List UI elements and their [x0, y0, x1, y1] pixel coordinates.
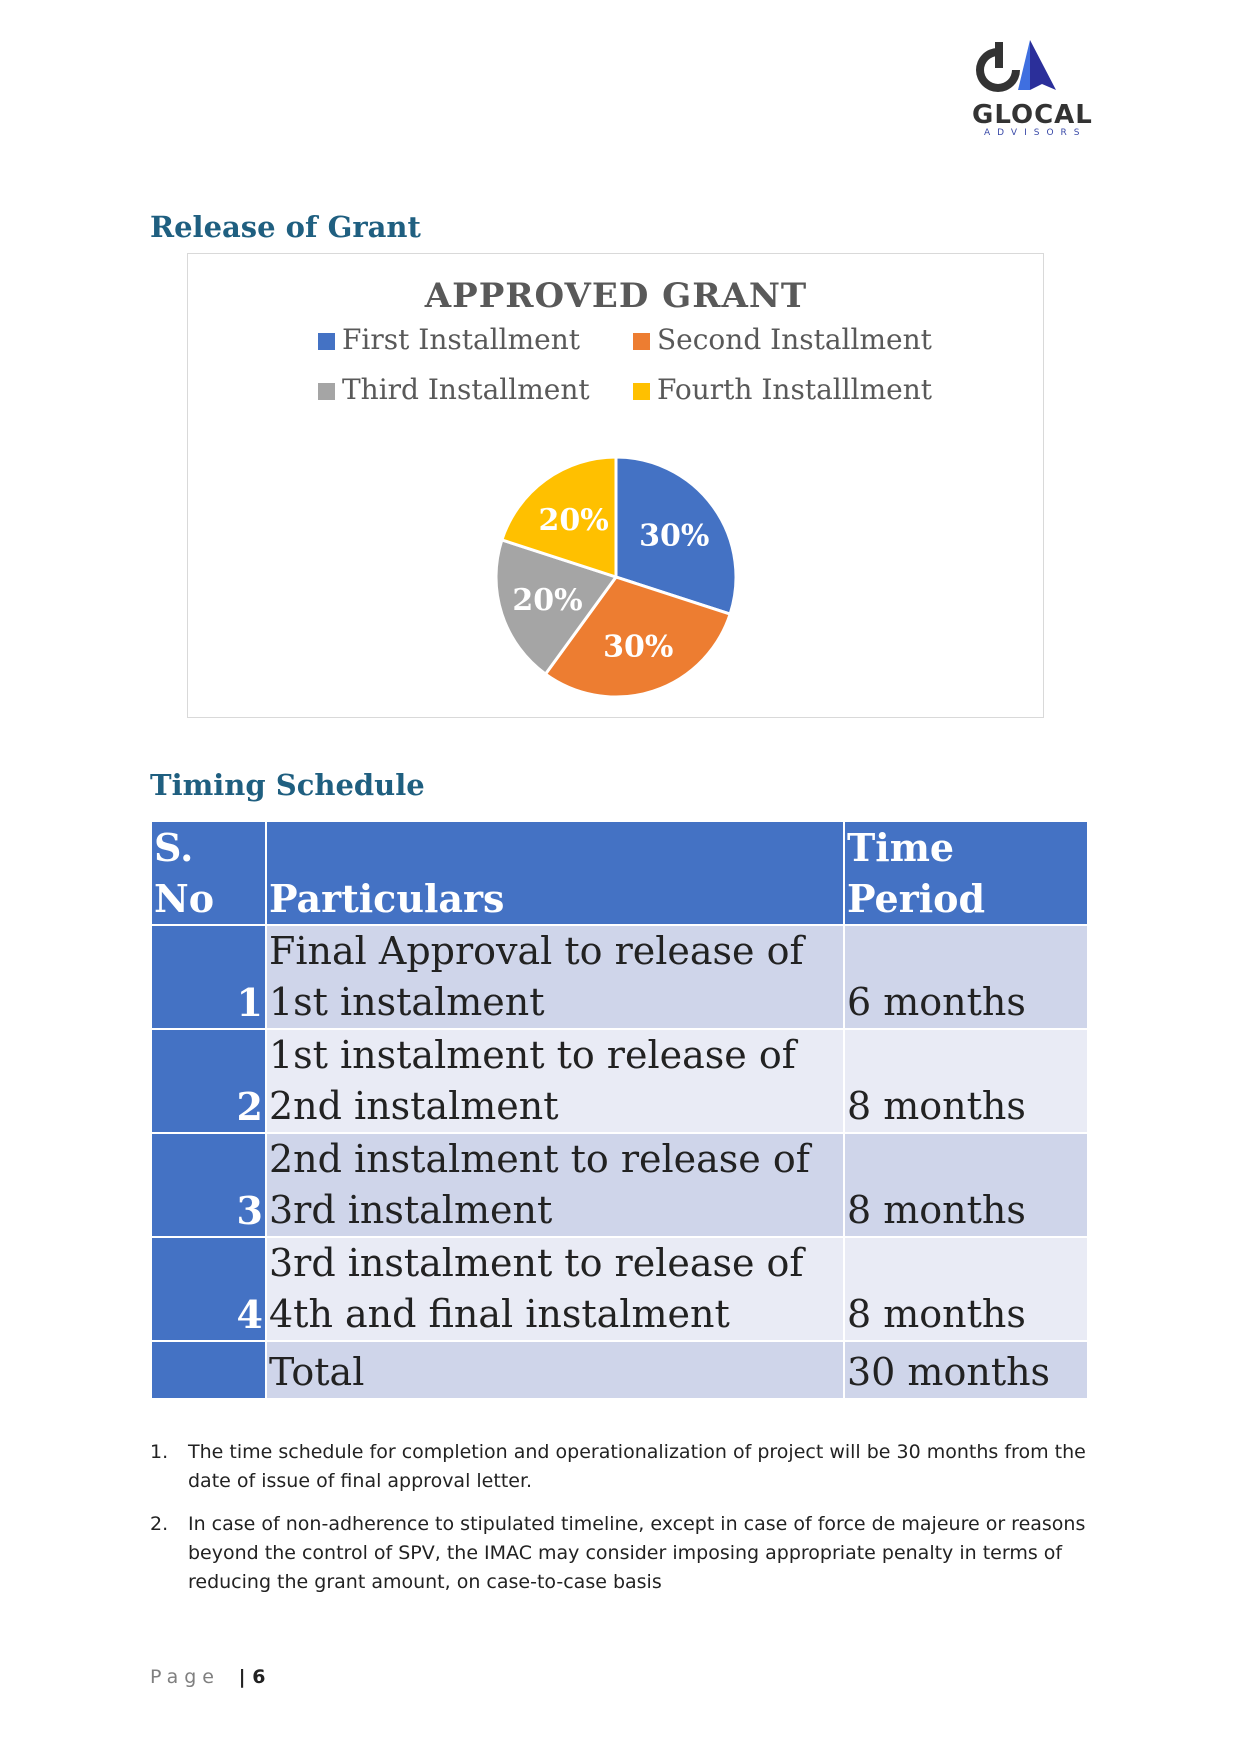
pie-data-label: 20% [538, 502, 609, 538]
pie-data-label: 30% [639, 518, 710, 554]
total-label: Total [266, 1341, 844, 1399]
logo-triangle-light [1018, 40, 1030, 90]
logo-subtitle: ADVISORS [984, 128, 1087, 138]
page-footer [150, 1666, 265, 1688]
row-particulars [266, 1237, 844, 1341]
approved-grant-chart [187, 253, 1044, 718]
row-period: 8 months [844, 1133, 1088, 1237]
chart-legend [318, 323, 933, 406]
header-time-period [844, 821, 1088, 925]
row-sno: 4 [151, 1237, 266, 1341]
chart-title: APPROVED GRANT [424, 276, 808, 316]
row-particulars-line1: 1st instalment to release of [269, 1033, 796, 1077]
legend-swatch [633, 383, 650, 400]
legend-swatch [318, 333, 335, 350]
pie-data-label: 30% [603, 629, 674, 665]
row-particulars-line1: 2nd instalment to release of [269, 1137, 810, 1181]
total-sno [151, 1341, 266, 1399]
note-item [150, 1438, 1090, 1496]
legend-label: Third Installment [342, 373, 590, 406]
row-particulars [266, 925, 844, 1029]
note-number: 1. [150, 1441, 169, 1463]
timing-schedule-heading: Timing Schedule [150, 768, 425, 802]
table-row [151, 1133, 1088, 1237]
note-text: In case of non-adherence to stipulated timeline, except in case of force de majeure or reasons beyond the control of SPV, the IMAC may consider imposing appropriate penalty in terms of reducing the grant amount, on case-to-case basis [188, 1513, 1086, 1593]
row-particulars-line2: 4th and final instalment [269, 1292, 730, 1336]
legend-swatch [633, 333, 650, 350]
release-of-grant-heading: Release of Grant [150, 210, 421, 244]
legend-swatch [318, 383, 335, 400]
header-time-period-text: Time Period [847, 825, 986, 921]
logo-triangle-dark [1030, 40, 1056, 90]
note-item [150, 1510, 1090, 1597]
note-number: 2. [150, 1513, 169, 1535]
row-particulars-line2: 3rd instalment [269, 1188, 553, 1232]
table-row [151, 1029, 1088, 1133]
row-particulars [266, 1029, 844, 1133]
note-text: The time schedule for completion and operationalization of project will be 30 months from the date of issue of final approval letter. [188, 1441, 1086, 1492]
pie-chart-svg [188, 254, 1045, 719]
page-label: Page [150, 1666, 220, 1688]
row-particulars-line1: Final Approval to release of [269, 929, 804, 973]
header-sno: S. No [151, 821, 266, 925]
table-row [151, 925, 1088, 1029]
row-period: 8 months [844, 1029, 1088, 1133]
legend-label: First Installment [342, 323, 581, 356]
table-header-row [151, 821, 1088, 925]
row-sno: 1 [151, 925, 266, 1029]
page-number: 6 [252, 1666, 266, 1688]
row-particulars-line2: 1st instalment [269, 980, 545, 1024]
table-row [151, 1237, 1088, 1341]
page-number-separator: | [232, 1666, 253, 1688]
legend-label: Fourth Installlment [657, 373, 933, 406]
logo-power-bar [995, 42, 1003, 68]
logo-wordmark: GLOCAL [972, 100, 1093, 130]
row-particulars [266, 1133, 844, 1237]
row-period: 6 months [844, 925, 1088, 1029]
row-sno: 2 [151, 1029, 266, 1133]
row-sno: 3 [151, 1133, 266, 1237]
timing-schedule-table [150, 820, 1089, 1400]
pie-data-label: 20% [512, 583, 583, 619]
notes-list [150, 1438, 1090, 1611]
row-particulars-line1: 3rd instalment to release of [269, 1241, 804, 1285]
header-particulars: Particulars [266, 821, 844, 925]
row-particulars-line2: 2nd instalment [269, 1084, 559, 1128]
total-period: 30 months [844, 1341, 1088, 1399]
table-total-row [151, 1341, 1088, 1399]
legend-label: Second Installment [657, 323, 932, 356]
row-period: 8 months [844, 1237, 1088, 1341]
